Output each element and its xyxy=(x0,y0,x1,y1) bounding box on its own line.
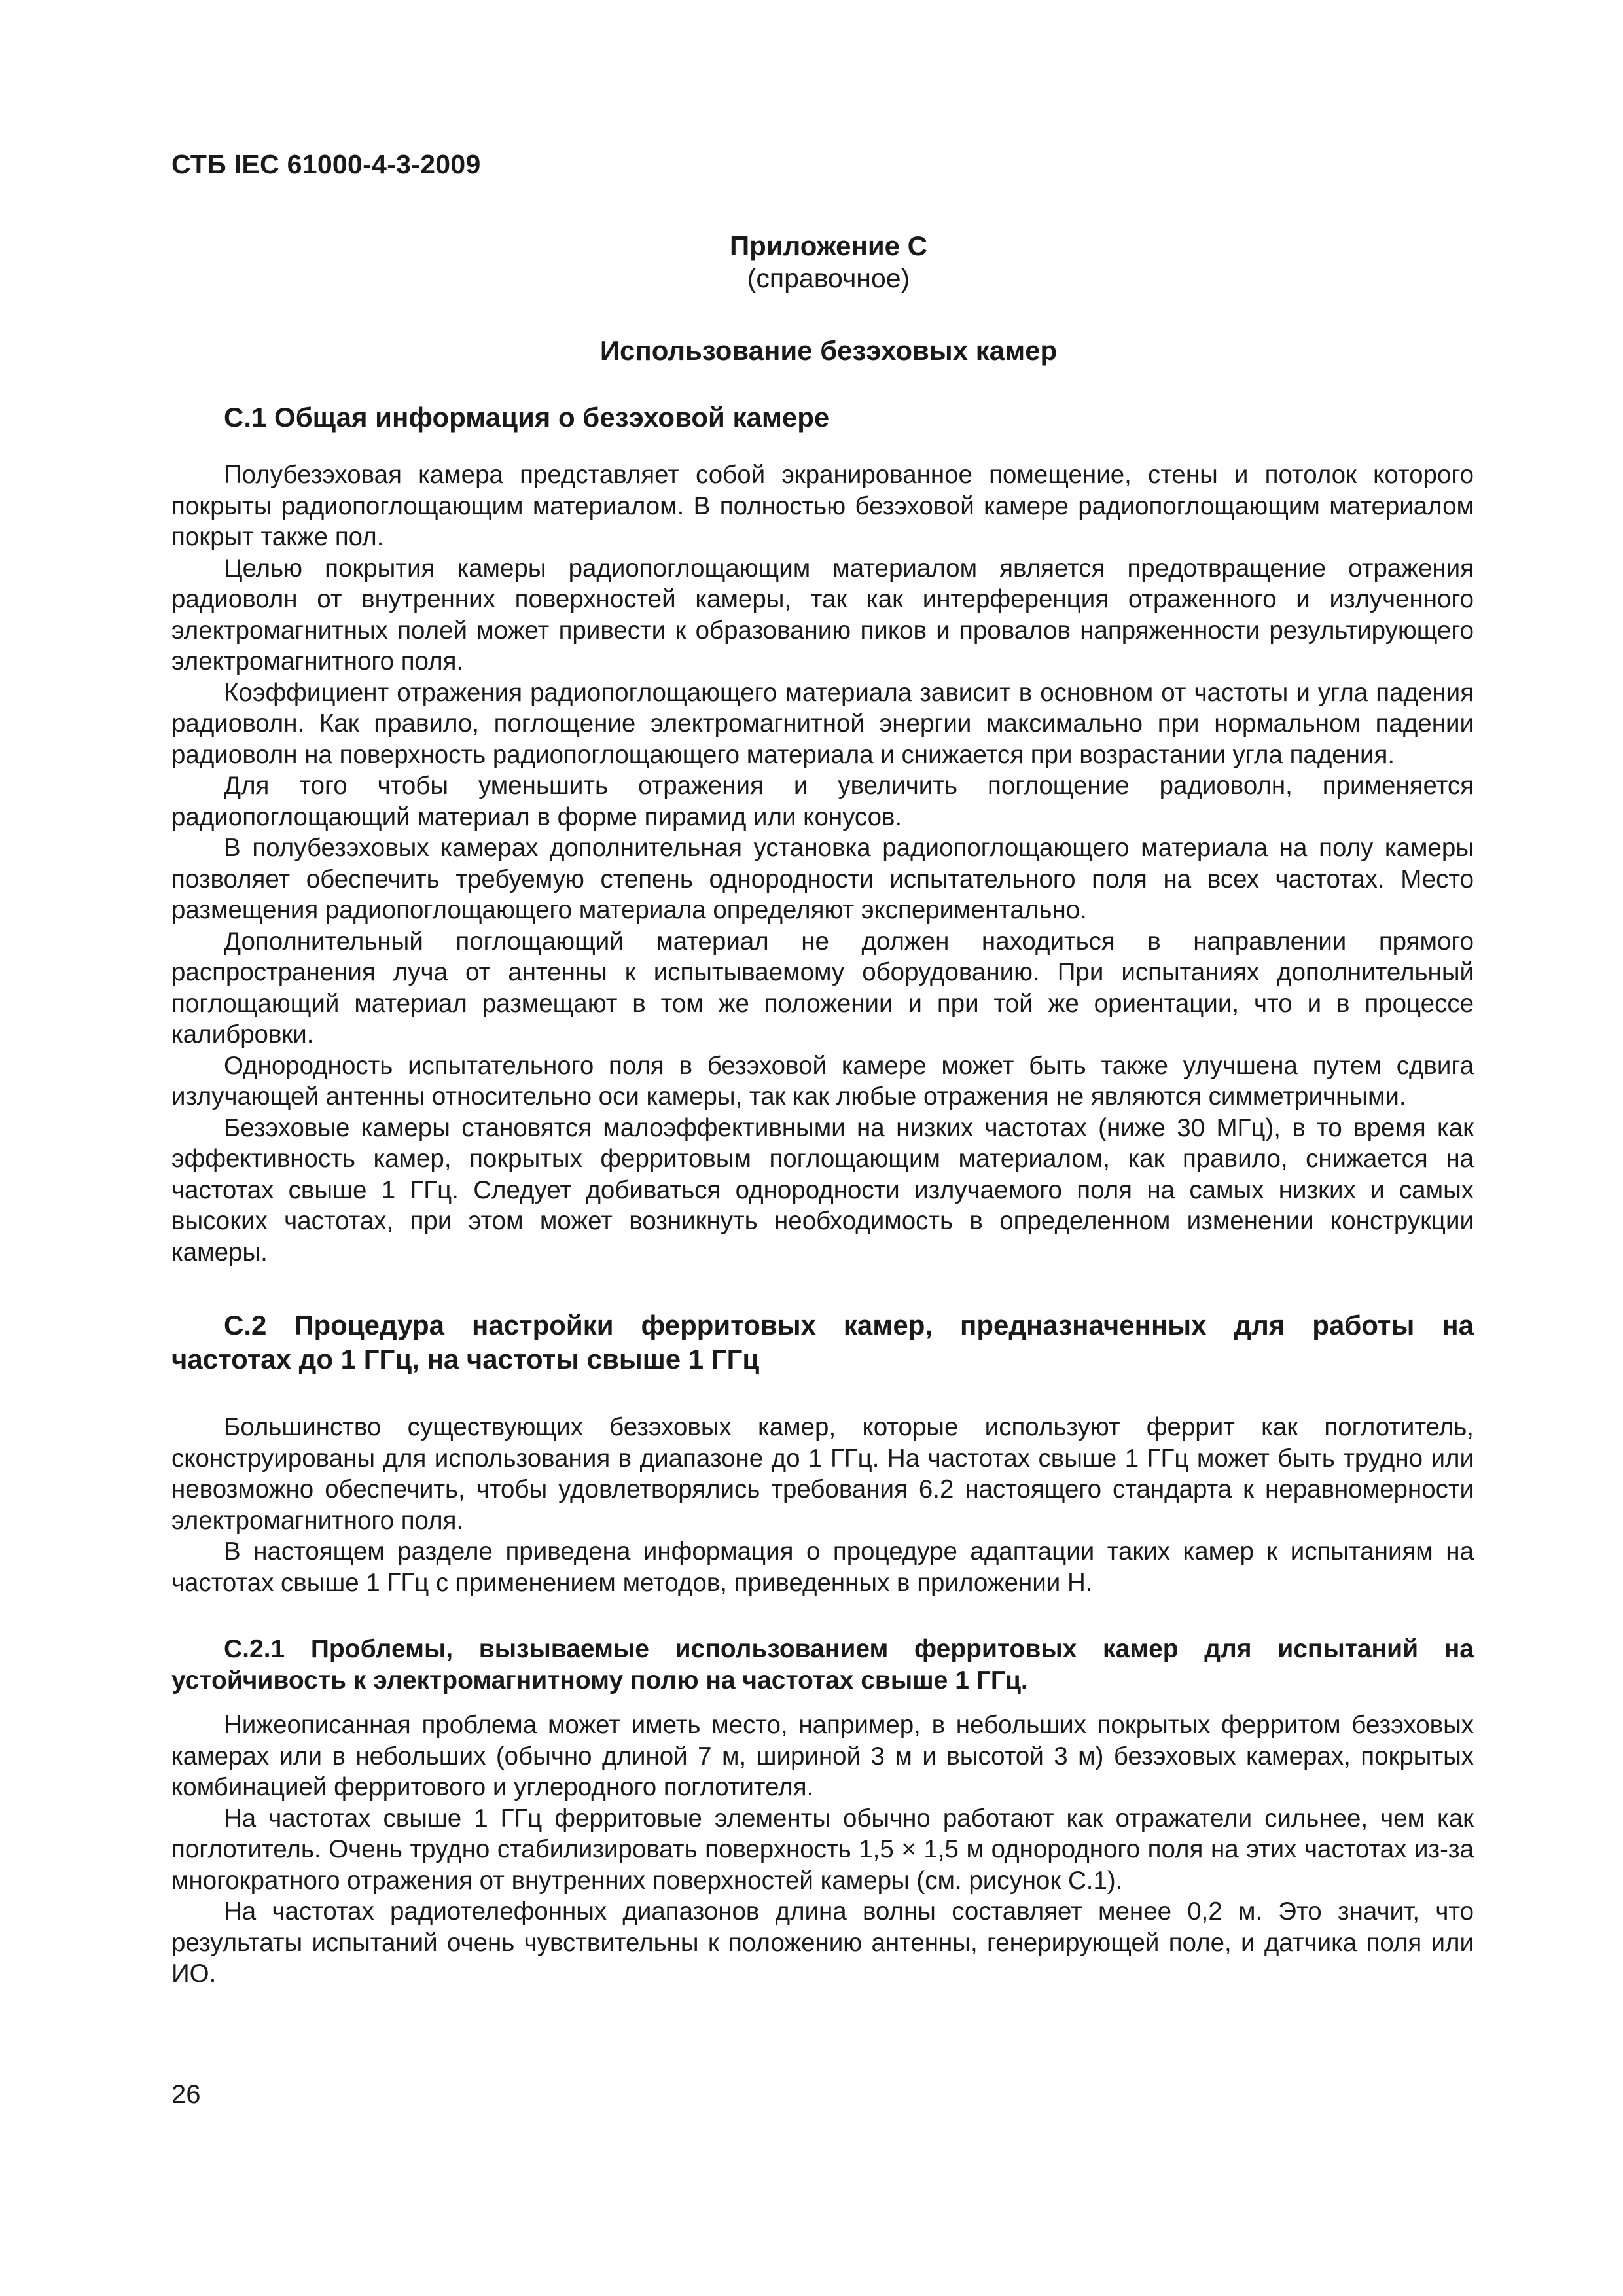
section-c21-title xyxy=(171,1634,1474,1696)
annex-heading: Использование безэховых камер xyxy=(599,335,1058,366)
paragraph: На частотах радиотелефонных диапазонов длина волны составляет менее 0,2 м. Это значит, что результаты испытаний очень чувствительны к положению антенны, генерирующей поле, и датчика поля или ИО. xyxy=(171,1897,1474,1988)
section-c2-body xyxy=(171,1412,1474,1598)
section-c2-title-line2: частотах до 1 ГГц, на частоты свыше 1 ГГц xyxy=(171,1344,760,1374)
document-code: СТБ IEC 61000-4-3-2009 xyxy=(171,149,481,179)
paragraph: Нижеописанная проблема может иметь место, например, в небольших покрытых ферритом безэховых камерах или в небольших (обычно длиной 7 м, шириной 3 м и высотой 3 м) безэховых камерах, покрытых комбинацией ферритового и углеродного поглотителя. xyxy=(171,1711,1474,1801)
section-c2-title-line1: С.2 Процедура настройки ферритовых камер, предназначенных для работы на xyxy=(224,1310,1474,1340)
paragraph: Полубезэховая камера представляет собой экранированное помещение, стены и потолок которого покрыты радиопоглощающим материалом. В полностью безэховой камере радиопоглощающим материалом покрыт также пол. xyxy=(171,461,1474,551)
section-c2-title xyxy=(171,1308,1474,1376)
section-c21-title-line1: С.2.1 Проблемы, вызываемые использованием ферритовых камер для испытаний на xyxy=(224,1635,1474,1663)
section-c1-title: С.1 Общая информация о безэховой камере xyxy=(224,402,830,433)
document-body xyxy=(171,401,1474,1990)
annex-subtitle: (справочное) xyxy=(747,263,910,293)
paragraph: Безэховые камеры становятся малоэффективными на низких частотах (ниже 30 МГц), в то время как эффективность камер, покрытых ферритовым поглощающим материалом, как правило, снижается на частотах свыше 1 ГГц. Следует добиваться однородности излучаемого поля на самых низких и самых высоких частотах, при этом может возникнуть необходимость в определенном изменении конструкции камеры. xyxy=(171,1113,1474,1266)
paragraph: В полубезэховых камерах дополнительная установка радиопоглощающего материала на полу камеры позволяет обеспечить требуемую степень однородности испытательного поля на всех частотах. Место размещения радиопоглощающего материала определяют экспериментально. xyxy=(171,834,1474,924)
paragraph: В настоящем разделе приведена информация о процедуре адаптации таких камер к испытаниям на частотах свыше 1 ГГц с применением методов, приведенных в приложении Н. xyxy=(171,1537,1474,1597)
section-c21-title-line2: устойчивость к электромагнитному полю на частотах свыше 1 ГГц. xyxy=(171,1666,1028,1695)
section-c1-body xyxy=(171,459,1474,1268)
paragraph: Однородность испытательного поля в безэховой камере может быть также улучшена путем сдвига излучающей антенны относительно оси камеры, так как любые отражения не являются симметричными. xyxy=(171,1051,1474,1111)
page-number: 26 xyxy=(171,2080,201,2109)
paragraph: На частотах свыше 1 ГГц ферритовые элементы обычно работают как отражатели сильнее, чем как поглотитель. Очень трудно стабилизировать поверхность 1,5 × 1,5 м однородного поля на этих частотах из-за многократного отражения от внутренних поверхностей камеры (см. рисунок С.1). xyxy=(171,1804,1474,1895)
section-c21-body xyxy=(171,1710,1474,1990)
paragraph: Коэффициент отражения радиопоглощающего материала зависит в основном от частоты и угла падения радиоволн. Как правило, поглощение электромагнитной энергии максимально при нормальном падении радиоволн на поверхность радиопоглощающего материала и снижается при возрастании угла падения. xyxy=(171,678,1474,769)
paragraph: Для того чтобы уменьшить отражения и увеличить поглощение радиоволн, применяется радиопоглощающий материал в форме пирамид или конусов. xyxy=(171,772,1474,831)
paragraph: Дополнительный поглощающий материал не должен находиться в направлении прямого распространения луча от антенны к испытываемому оборудованию. При испытаниях дополнительный поглощающий материал размещают в том же положении и при той же ориентации, что и в процессе калибровки. xyxy=(171,927,1474,1049)
paragraph: Целью покрытия камеры радиопоглощающим материалом является предотвращение отражения радиоволн от внутренних поверхностей камеры, так как интерференция отраженного и излученного электромагнитных полей может привести к образованию пиков и провалов напряженности результирующего электромагнитного поля. xyxy=(171,554,1474,675)
annex-title: Приложение С xyxy=(729,230,928,261)
paragraph: Большинство существующих безэховых камер, которые используют феррит как поглотитель, сконструированы для использования в диапазоне до 1 ГГц. На частотах свыше 1 ГГц может быть трудно или невозможно обеспечить, чтобы удовлетворялись требования 6.2 настоящего стандарта к неравномерности электромагнитного поля. xyxy=(171,1413,1474,1535)
